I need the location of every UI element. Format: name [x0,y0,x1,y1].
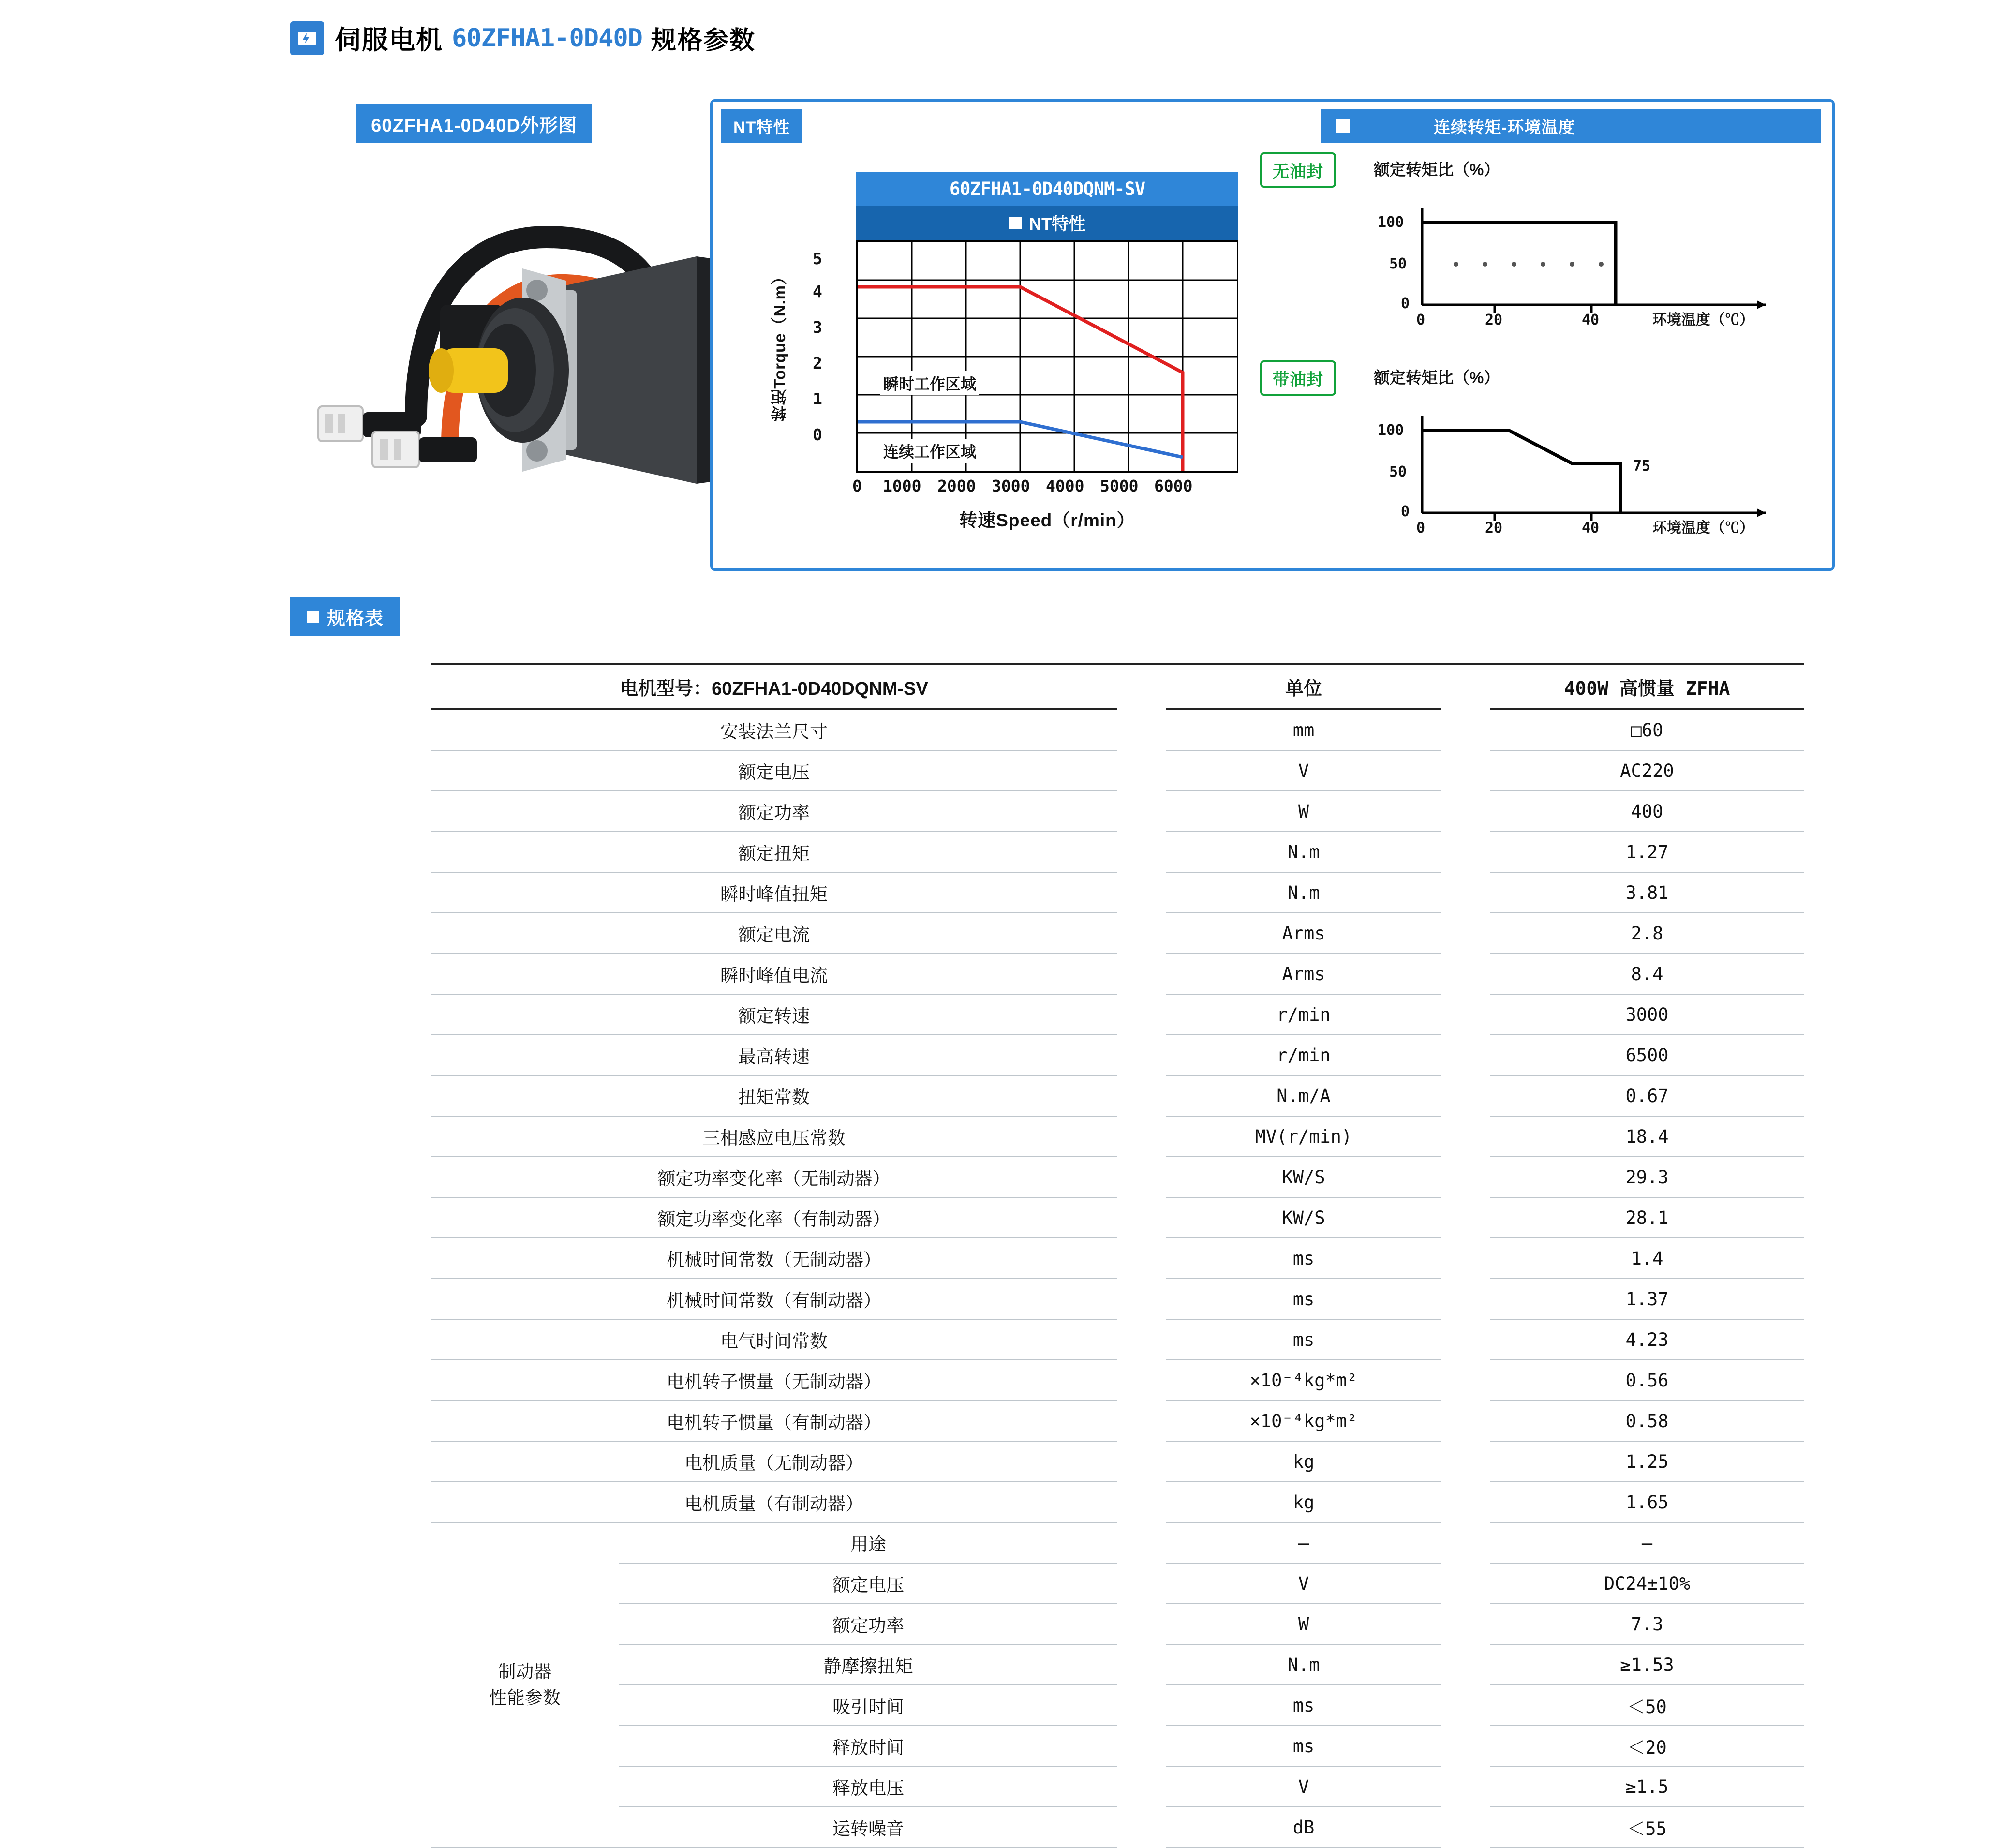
temp2-x-axis-name: 环境温度（℃） [1652,520,1754,536]
temp2-xtick-40: 40 [1582,520,1600,537]
nt-x-axis-label: 转速Speed（r/min） [959,510,1135,530]
nt-ytick-1: 1 [813,389,822,408]
row-unit: r/min [1166,1035,1441,1075]
row-value: 400 [1490,791,1804,832]
row-name: 释放电压 [619,1766,1117,1807]
table-row [431,1197,1804,1238]
nt-chart [764,172,1287,554]
table-row [431,954,1804,994]
row-unit: N.m/A [1166,1075,1441,1116]
row-value: 0.56 [1490,1360,1804,1401]
row-name: 额定扭矩 [431,832,1117,872]
motor-icon [290,21,324,55]
header-gap-cell [1117,664,1166,709]
table-row-brake [431,1726,1804,1766]
nt-plot-area [856,240,1238,473]
row-value: AC220 [1490,750,1804,791]
row-unit: W [1166,1604,1441,1644]
temp-chart-2 [1364,411,1799,547]
row-name: 电气时间常数 [431,1319,1117,1360]
row-value: 4.23 [1490,1319,1804,1360]
row-unit: V [1166,750,1441,791]
row-unit: KW/S [1166,1197,1441,1238]
square-bullet-icon [1336,119,1350,133]
temp2-ytick-0: 0 [1401,503,1410,520]
row-unit: V [1166,1766,1441,1807]
temp-chart-1 [1364,203,1799,329]
table-row [431,709,1804,750]
row-value: 29.3 [1490,1157,1804,1197]
row-unit: dB [1166,1807,1441,1848]
row-unit: Arms [1166,954,1441,994]
row-value: ＜50 [1490,1685,1804,1726]
table-row-brake [431,1522,1804,1563]
row-value: 1.65 [1490,1482,1804,1522]
table-row [431,1238,1804,1279]
row-unit: W [1166,791,1441,832]
nt-ytick-2: 2 [813,354,822,373]
row-value: ＜55 [1490,1807,1804,1848]
nt-xtick-3000: 3000 [992,477,1030,495]
table-header-row [431,664,1804,709]
table-row [431,1441,1804,1482]
row-name: 扭矩常数 [431,1075,1117,1116]
row-value: ≥1.53 [1490,1644,1804,1685]
table-row [431,994,1804,1035]
row-unit: kg [1166,1441,1441,1482]
row-unit: ×10⁻⁴kg*m² [1166,1401,1441,1441]
nt-xtick-4000: 4000 [1046,477,1084,495]
row-value: 3000 [1490,994,1804,1035]
nt-zone-peak-label: 瞬时工作区域 [880,371,979,395]
table-row-brake [431,1644,1804,1685]
row-value: 18.4 [1490,1116,1804,1157]
row-name: 额定功率变化率（无制动器） [431,1157,1117,1197]
row-name: 额定转速 [431,994,1117,1035]
row-value: 0.67 [1490,1075,1804,1116]
spec-table-tag-label: 规格表 [327,609,384,629]
temp1-xtick-0: 0 [1416,312,1426,328]
header-unit-cell: 单位 [1166,664,1441,709]
row-value: 6500 [1490,1035,1804,1075]
row-unit: N.m [1166,1644,1441,1685]
nt-ytick-5: 5 [813,249,822,268]
table-row [431,832,1804,872]
row-unit: MV(r/min) [1166,1116,1441,1157]
temp2-ytick-50: 50 [1389,463,1407,480]
outline-drawing-tag-wrap [290,104,658,143]
row-unit: Arms [1166,913,1441,954]
brake-group-label [431,1522,619,1848]
row-value: 7.3 [1490,1604,1804,1644]
with-oil-seal-badge: 带油封 [1260,360,1336,396]
row-value: — [1490,1522,1804,1563]
table-row [431,1116,1804,1157]
row-name: 额定电压 [619,1563,1117,1604]
table-row [431,791,1804,832]
temp2-annotation-75: 75 [1633,458,1651,475]
table-row [431,750,1804,791]
row-name: 额定功率 [431,791,1117,832]
row-unit: ×10⁻⁴kg*m² [1166,1360,1441,1401]
row-unit: ms [1166,1238,1441,1279]
row-name: 电机转子惯量（无制动器） [431,1360,1117,1401]
row-unit: kg [1166,1482,1441,1522]
temp1-ytick-0: 0 [1401,295,1410,312]
row-name: 吸引时间 [619,1685,1117,1726]
header-model: 60ZFHA1-0D40D [452,23,642,53]
table-row [431,1319,1804,1360]
brake-group-label-text: 制动器 性能参数 [489,1662,561,1708]
row-value: ≥1.5 [1490,1766,1804,1807]
row-value: DC24±10% [1490,1563,1804,1604]
row-value: ＜20 [1490,1726,1804,1766]
table-row [431,1035,1804,1075]
row-name: 三相感应电压常数 [431,1116,1117,1157]
row-name: 额定电压 [431,750,1117,791]
nt-xtick-2000: 2000 [937,477,976,495]
row-value: □60 [1490,709,1804,750]
nt-xtick-0: 0 [852,477,862,495]
nt-ytick-3: 3 [813,318,822,337]
table-row [431,1075,1804,1116]
row-value: 0.58 [1490,1401,1804,1441]
table-row [431,1360,1804,1401]
temp-chart-2-title: 额定转矩比（%） [1374,369,1500,387]
temp-chart-1-title: 额定转矩比（%） [1374,161,1500,179]
row-unit: ms [1166,1319,1441,1360]
table-row-brake [431,1563,1804,1604]
no-oil-seal-badge: 无油封 [1260,152,1336,188]
nt-xtick-5000: 5000 [1100,477,1139,495]
row-name: 电机转子惯量（有制动器） [431,1401,1117,1441]
row-unit: KW/S [1166,1157,1441,1197]
table-row [431,1482,1804,1522]
temp2-xtick-0: 0 [1416,520,1426,537]
temp1-ytick-100: 100 [1378,214,1404,231]
table-row-brake [431,1604,1804,1644]
table-row-brake [431,1807,1804,1848]
continuous-torque-tag-label: 连续转矩-环境温度 [1434,119,1575,137]
table-row [431,1157,1804,1197]
header-value-cell: 400W 高惯量 ZFHA [1490,664,1804,709]
temp2-ytick-100: 100 [1378,422,1404,439]
table-row [431,1279,1804,1319]
nt-zone-continuous-label: 连续工作区域 [880,439,979,463]
spec-table-tag [290,597,400,636]
spec-table [431,663,1804,1848]
table-row [431,913,1804,954]
nt-ytick-0: 0 [813,425,822,444]
nt-xtick-6000: 6000 [1154,477,1193,495]
row-value: 28.1 [1490,1197,1804,1238]
row-name: 电机质量（无制动器） [431,1441,1117,1482]
header-suffix: 规格参数 [651,27,756,55]
row-unit: ms [1166,1726,1441,1766]
row-value: 2.8 [1490,913,1804,954]
row-unit: mm [1166,709,1441,750]
row-value: 1.25 [1490,1441,1804,1482]
row-name: 机械时间常数（无制动器） [431,1238,1117,1279]
row-name: 用途 [619,1522,1117,1563]
row-name: 瞬时峰值扭矩 [431,872,1117,913]
nt-xtick-1000: 1000 [883,477,921,495]
row-name: 瞬时峰值电流 [431,954,1117,994]
square-bullet-icon [307,611,319,623]
header-model-cell: 电机型号：60ZFHA1-0D40DQNM-SV [431,664,1117,709]
page-header [290,19,756,57]
row-value: 1.4 [1490,1238,1804,1279]
row-name: 额定功率变化率（有制动器） [431,1197,1117,1238]
row-value: 1.27 [1490,832,1804,872]
continuous-torque-tag [1321,109,1821,143]
nt-chart-subtitle-label: NT特性 [1029,215,1086,234]
row-unit: ms [1166,1685,1441,1726]
table-row-brake [431,1766,1804,1807]
temp2-xtick-20: 20 [1485,520,1503,537]
row-name: 最高转速 [431,1035,1117,1075]
nt-characteristic-tag: NT特性 [721,109,802,143]
row-name: 运转噪音 [619,1807,1117,1848]
temp1-x-axis-name: 环境温度（℃） [1652,312,1754,328]
row-unit: ms [1166,1279,1441,1319]
outline-drawing-tag: 60ZFHA1-0D40D外形图 [356,104,592,143]
row-unit: N.m [1166,872,1441,913]
temp1-ytick-50: 50 [1389,255,1407,272]
table-row [431,872,1804,913]
row-name: 静摩擦扭矩 [619,1644,1117,1685]
row-name: 额定电流 [431,913,1117,954]
nt-chart-title: 60ZFHA1-0D40DQNM-SV [856,172,1238,206]
square-bullet-icon [1009,217,1022,229]
row-name: 额定功率 [619,1604,1117,1644]
row-value: 8.4 [1490,954,1804,994]
table-row-brake [431,1685,1804,1726]
row-name: 电机质量（有制动器） [431,1482,1117,1522]
row-name: 释放时间 [619,1726,1117,1766]
page-title: 伺服电机 [335,26,443,55]
row-name: 机械时间常数（有制动器） [431,1279,1117,1319]
row-unit: r/min [1166,994,1441,1035]
table-row [431,1401,1804,1441]
header-gap-cell-2 [1441,664,1490,709]
row-unit: N.m [1166,832,1441,872]
row-unit: V [1166,1563,1441,1604]
row-value: 3.81 [1490,872,1804,913]
temp1-xtick-40: 40 [1582,312,1600,328]
row-unit: — [1166,1522,1441,1563]
temp1-xtick-20: 20 [1485,312,1503,328]
nt-ytick-4: 4 [813,282,822,301]
row-value: 1.37 [1490,1279,1804,1319]
nt-y-axis-label: 转矩Torque（N.m） [771,268,788,422]
nt-chart-subtitle [856,206,1238,240]
row-name: 安装法兰尺寸 [431,709,1117,750]
